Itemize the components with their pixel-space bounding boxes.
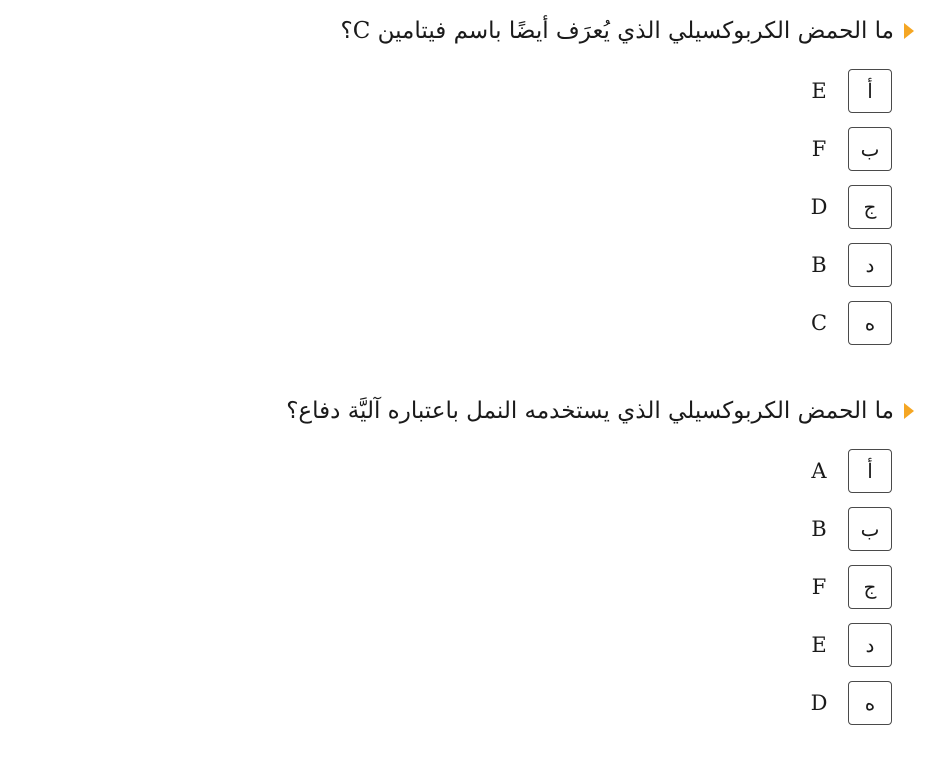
question-text: ما الحمض الكربوكسيلي الذي يستخدمه النمل باعتباره آليَّة دفاع؟ (286, 398, 894, 424)
answer-option[interactable] (20, 126, 892, 172)
answer-value: E (811, 633, 827, 657)
answer-letter-box[interactable]: ج (848, 565, 892, 609)
answer-option[interactable] (20, 680, 892, 726)
answer-letter-box[interactable]: د (848, 243, 892, 287)
answer-value: E (811, 79, 827, 103)
answer-value: F (811, 575, 827, 599)
question-1 (20, 12, 892, 358)
answer-letter-box[interactable]: ج (848, 185, 892, 229)
answer-letter-box[interactable]: ب (848, 507, 892, 551)
answer-value: D (810, 195, 828, 219)
answer-option[interactable] (20, 506, 892, 552)
answer-value: D (810, 691, 828, 715)
answer-list (20, 448, 892, 726)
question-text: ما الحمض الكربوكسيلي الذي يُعرَف أيضًا باسم فيتامين C؟ (340, 18, 894, 44)
answer-value: C (810, 311, 828, 335)
answer-letter-box[interactable]: ه (848, 301, 892, 345)
answer-option[interactable] (20, 68, 892, 114)
answer-letter-box[interactable]: د (848, 623, 892, 667)
question-marker-icon (904, 403, 914, 419)
answer-option[interactable] (20, 242, 892, 288)
answer-letter-box[interactable]: أ (848, 69, 892, 113)
answer-value: A (811, 459, 827, 483)
answer-option[interactable] (20, 448, 892, 494)
answer-option[interactable] (20, 564, 892, 610)
answer-value: B (811, 253, 827, 277)
answer-value: B (811, 517, 827, 541)
question-2 (20, 392, 892, 738)
question-header (20, 392, 892, 430)
answer-option[interactable] (20, 184, 892, 230)
question-header (20, 12, 892, 50)
answer-list (20, 68, 892, 346)
question-marker-icon (904, 23, 914, 39)
answer-letter-box[interactable]: ه (848, 681, 892, 725)
answer-option[interactable] (20, 622, 892, 668)
answer-option[interactable] (20, 300, 892, 346)
answer-letter-box[interactable]: ب (848, 127, 892, 171)
answer-letter-box[interactable]: أ (848, 449, 892, 493)
answer-value: F (811, 137, 827, 161)
